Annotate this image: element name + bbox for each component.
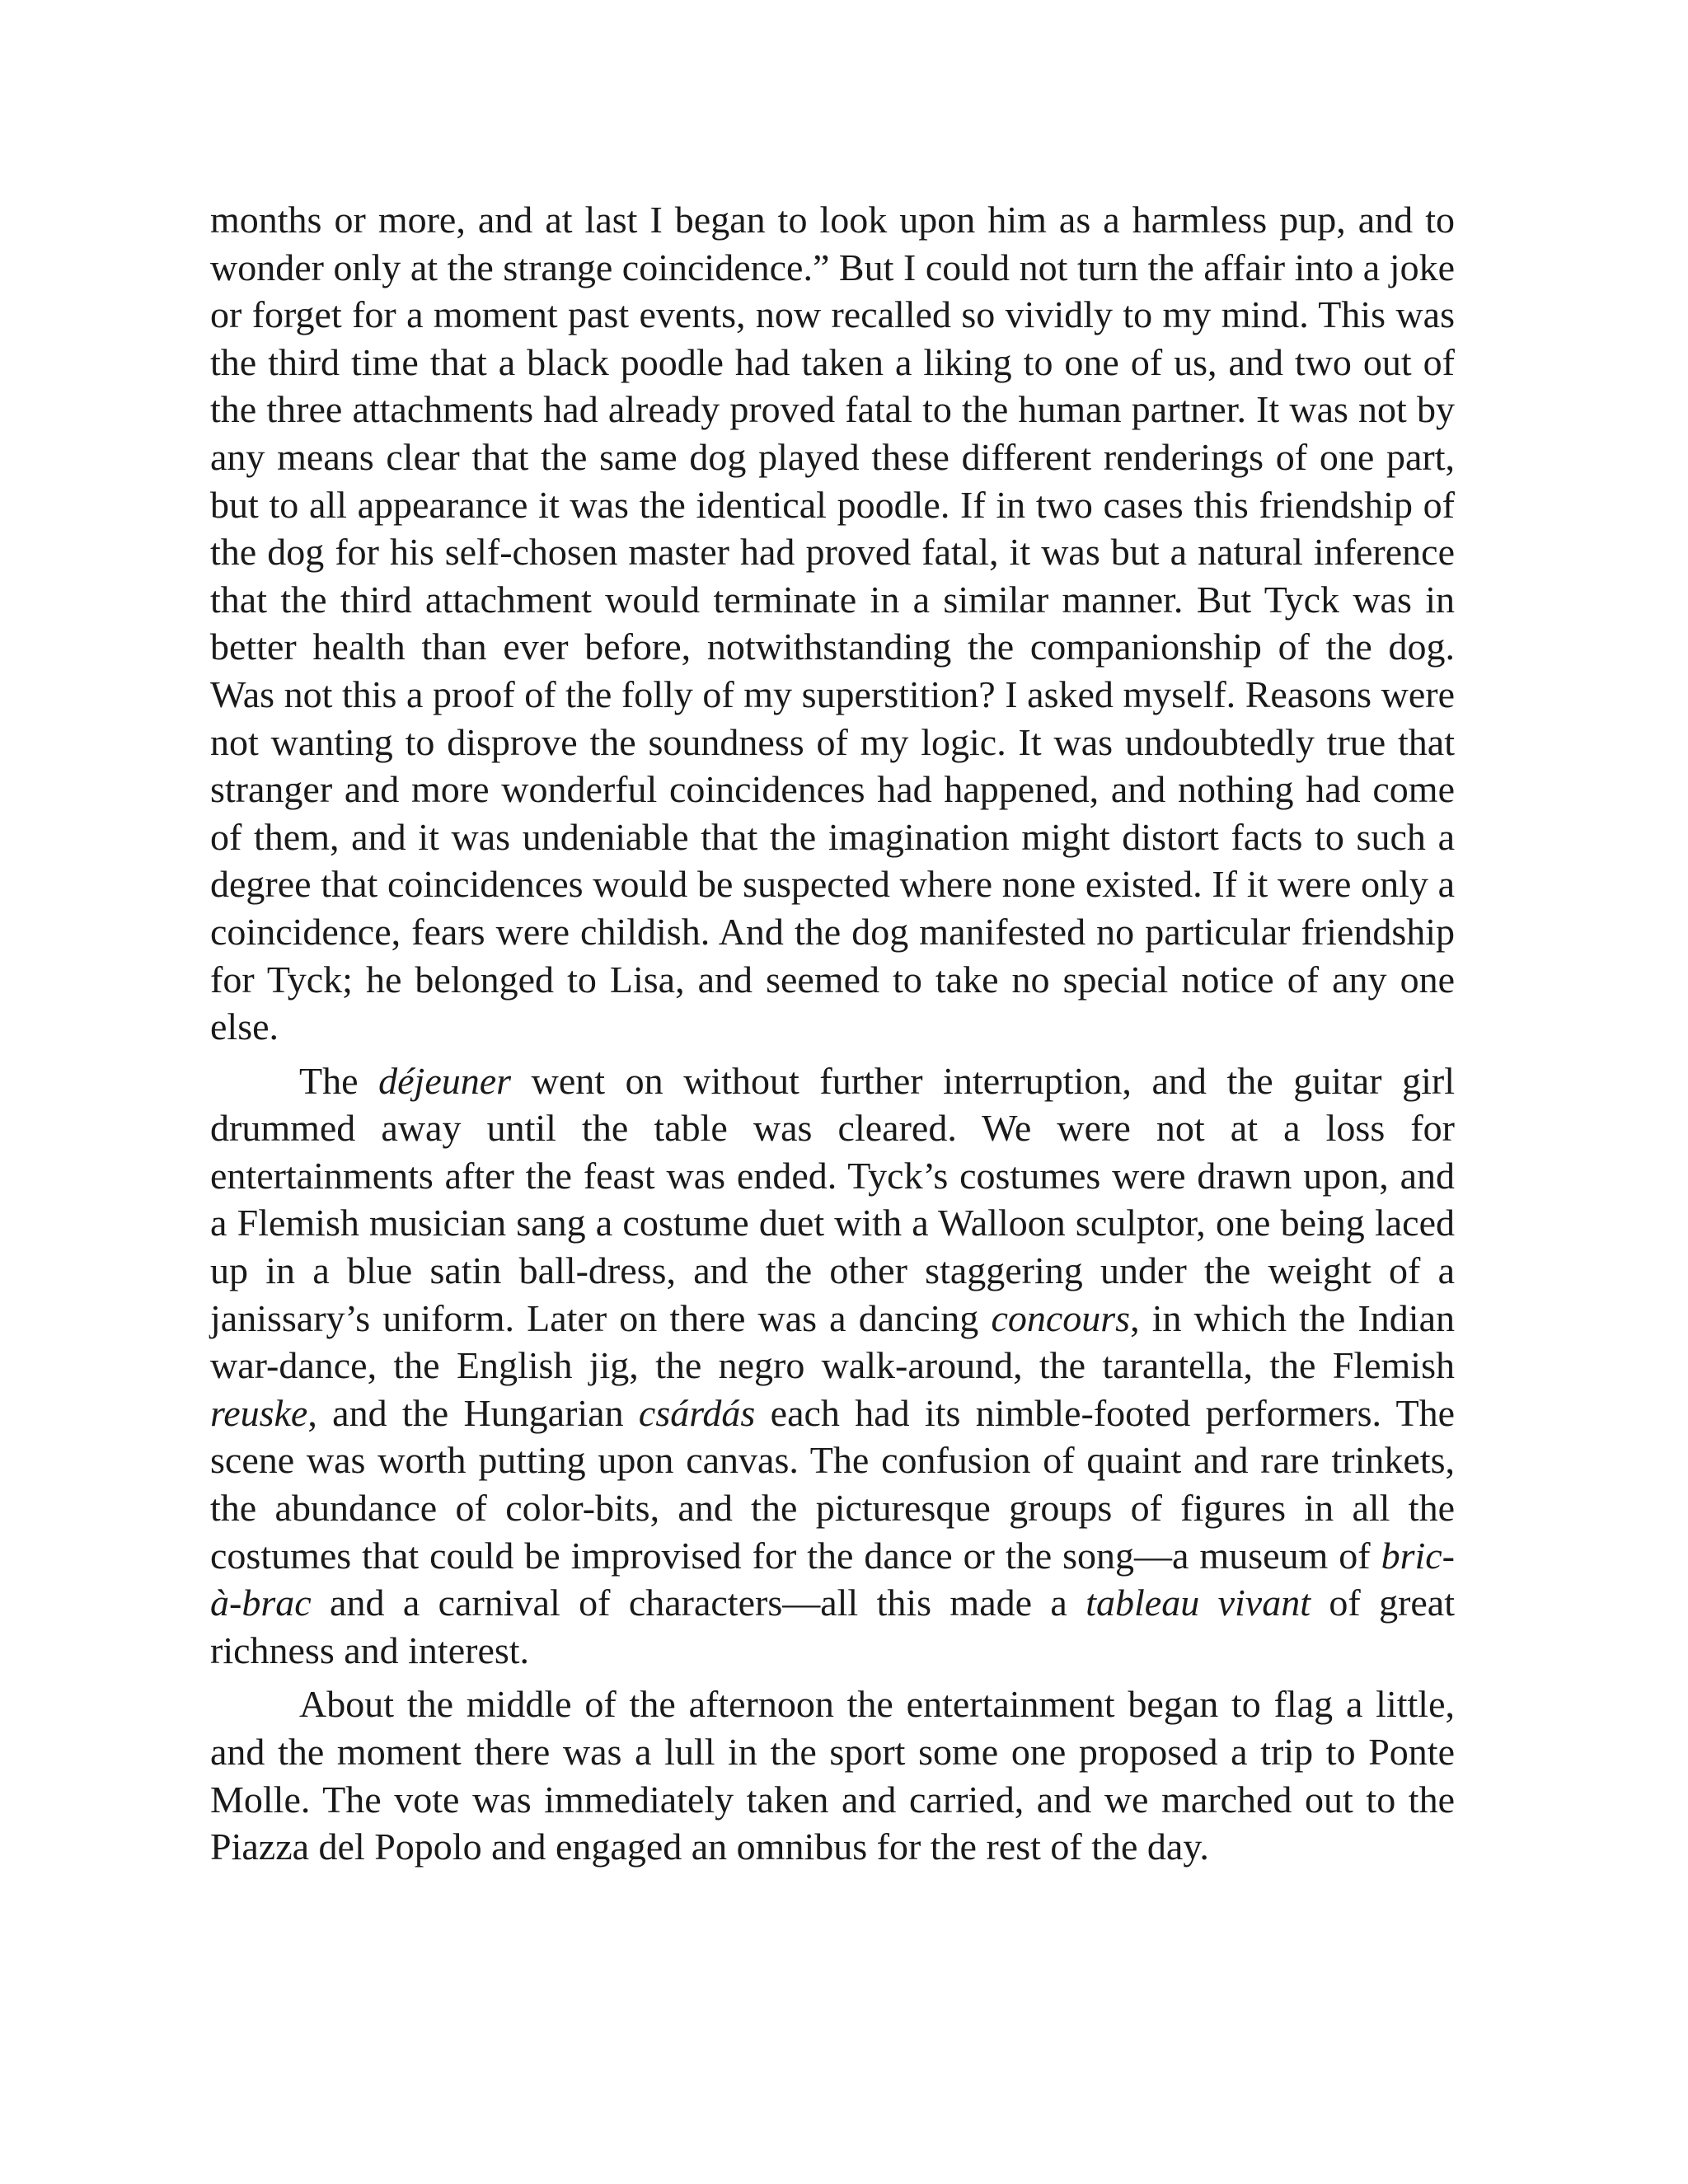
paragraph-2-run: The [299, 1059, 379, 1102]
italic-tableau-vivant: tableau vivant [1085, 1582, 1311, 1624]
paragraph-3-text: About the middle of the afternoon the entertainment began to flag a little, and the moment there was a lull in the sport some one proposed a trip to Ponte Molle. The vote was immediately taken and carried, and we marched out to the Piazza del Popolo and engaged an omnibus for the rest of the day. [210, 1683, 1455, 1868]
paragraph-2-run: , and the Hungarian [307, 1391, 639, 1434]
italic-csardas: csárdás [638, 1391, 756, 1434]
paragraph-1 [210, 196, 1455, 1051]
paragraph-2-run: and a carnival of characters—all this made a [311, 1582, 1086, 1624]
italic-bric-a-brac: bric-à-brac [210, 1534, 1455, 1624]
italic-reuske: reuske [210, 1391, 308, 1434]
paragraph-1-text: months or more, and at last I began to look upon him as a harmless pup, and to wonder only at the strange coincidence.” But I could not turn the affair into a joke or forget for a moment past events, now recalled so vividly to my mind. This was the third time that a black poodle had taken a liking to one of us, and two out of the three attachments had already proved fatal to the human partner. It was not by any means clear that the same dog played these different renderings of one part, but to all appearance it was the identical poodle. If in two cases this friendship of the dog for his self-chosen master had proved fatal, it was but a natural inference that the third attachment would terminate in a similar manner. But Tyck was in better health than ever before, notwithstanding the companionship of the dog. Was not this a proof of the folly of my superstition? I asked myself. Reasons were not wanting to disprove the soundness of my logic. It was undoubtedly true that stranger and more wonderful coincidences had happened, and nothing had come of them, and it was undeniable that the imagination might distort facts to such a degree that coincidences would be suspected where none existed. If it were only a coincidence, fears were childish. And the dog manifested no particular friendship for Tyck; he belonged to Lisa, and seemed to take no special notice of any one else. [210, 199, 1455, 1048]
paragraph-2 [210, 1057, 1455, 1675]
italic-dejeuner: déjeuner [378, 1059, 512, 1102]
paragraph-2-run: each had its nimble-footed performers. The scene was worth putting upon canvas. The confusion of quaint and rare trinkets, the abundance of color-bits, and the picturesque groups of figures in all the costumes that could be improvised for the dance or the song—a museum of [210, 1391, 1455, 1577]
italic-concours: concours [991, 1296, 1131, 1339]
paragraph-2-run: went on without further interruption, and the guitar girl drummed away until the table was cleared. We were not at a loss for entertainments after the feast was ended. Tyck’s costumes were drawn upon, and a Flemish musician sang a costume duet with a Walloon sculptor, one being laced up in a blue satin ball-dress, and the other staggering under the weight of a janissary’s uniform. Later on there was a dancing [210, 1059, 1456, 1339]
paragraph-3 [210, 1680, 1455, 1870]
book-page [210, 196, 1455, 1871]
paragraph-2-run: , in which the Indian war-dance, the English jig, the negro walk-around, the tarantella, the Flemish [210, 1296, 1455, 1387]
paragraph-2-run: of great richness and interest. [210, 1582, 1455, 1671]
